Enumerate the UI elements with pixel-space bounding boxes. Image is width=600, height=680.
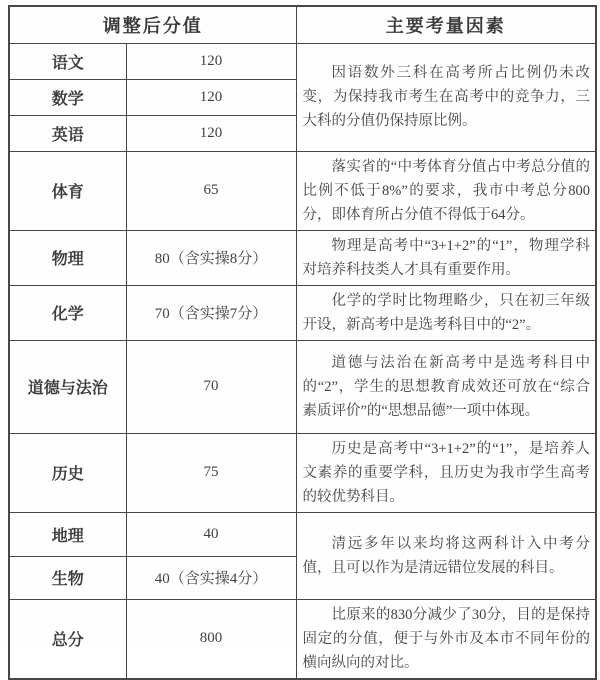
score-adjustment-table (8, 5, 597, 680)
subject-cell: 物理 (9, 230, 126, 285)
score-cell: 40 (126, 512, 296, 556)
score-cell: 65 (126, 151, 296, 230)
score-cell: 40（含实操4分） (126, 556, 296, 599)
subject-cell: 语文 (9, 43, 126, 79)
header-main-considerations: 主要考量因素 (296, 6, 596, 43)
score-cell: 120 (126, 43, 296, 79)
table-row-physics (9, 230, 596, 285)
subject-cell: 数学 (9, 79, 126, 115)
table-row-history (9, 433, 596, 512)
table-row-morality-law (9, 340, 596, 433)
reason-cell: 落实省的“中考体育分值占中考总分值的比例不低于8%”的要求，我市中考总分800分，即体育所占分值不得低于64分。 (296, 151, 596, 230)
table-row-chinese (9, 43, 596, 79)
score-cell: 70 (126, 340, 296, 433)
subject-cell: 地理 (9, 512, 126, 556)
score-cell: 80（含实操8分） (126, 230, 296, 285)
table-row-total (9, 599, 596, 679)
reason-cell: 化学的学时比物理略少，只在初三年级开设，新高考中是选考科目中的“2”。 (296, 285, 596, 340)
subject-cell: 生物 (9, 556, 126, 599)
score-cell: 800 (126, 599, 296, 679)
reason-cell: 因语数外三科在高考所占比例仍未改变，为保持我市考生在高考中的竞争力，三大科的分值仍保持原比例。 (296, 43, 596, 151)
reason-cell: 历史是高考中“3+1+2”的“1”，是培养人文素养的重要学科，且历史为我市学生高考的较优势科目。 (296, 433, 596, 512)
subject-cell: 道德与法治 (9, 340, 126, 433)
score-cell: 120 (126, 79, 296, 115)
subject-cell: 英语 (9, 115, 126, 151)
table-row-pe (9, 151, 596, 230)
reason-cell: 比原来的830分减少了30分，目的是保持固定的分值，便于与外市及本市不同年份的横向纵向的对比。 (296, 599, 596, 679)
subject-cell: 总分 (9, 599, 126, 679)
reason-cell: 物理是高考中“3+1+2”的“1”，物理学科对培养科技类人才具有重要作用。 (296, 230, 596, 285)
score-cell: 70（含实操7分） (126, 285, 296, 340)
table-header-row (9, 6, 596, 43)
subject-cell: 体育 (9, 151, 126, 230)
reason-cell: 清远多年以来均将这两科计入中考分值，且可以作为是清远错位发展的科目。 (296, 512, 596, 599)
reason-cell: 道德与法治在新高考中是选考科目中的“2”，学生的思想教育成效还可放在“综合素质评价”的“思想品德”一项中体现。 (296, 340, 596, 433)
score-cell: 75 (126, 433, 296, 512)
subject-cell: 化学 (9, 285, 126, 340)
table-row-geography (9, 512, 596, 556)
score-cell: 120 (126, 115, 296, 151)
header-adjusted-score: 调整后分值 (9, 6, 296, 43)
subject-cell: 历史 (9, 433, 126, 512)
table-row-chemistry (9, 285, 596, 340)
